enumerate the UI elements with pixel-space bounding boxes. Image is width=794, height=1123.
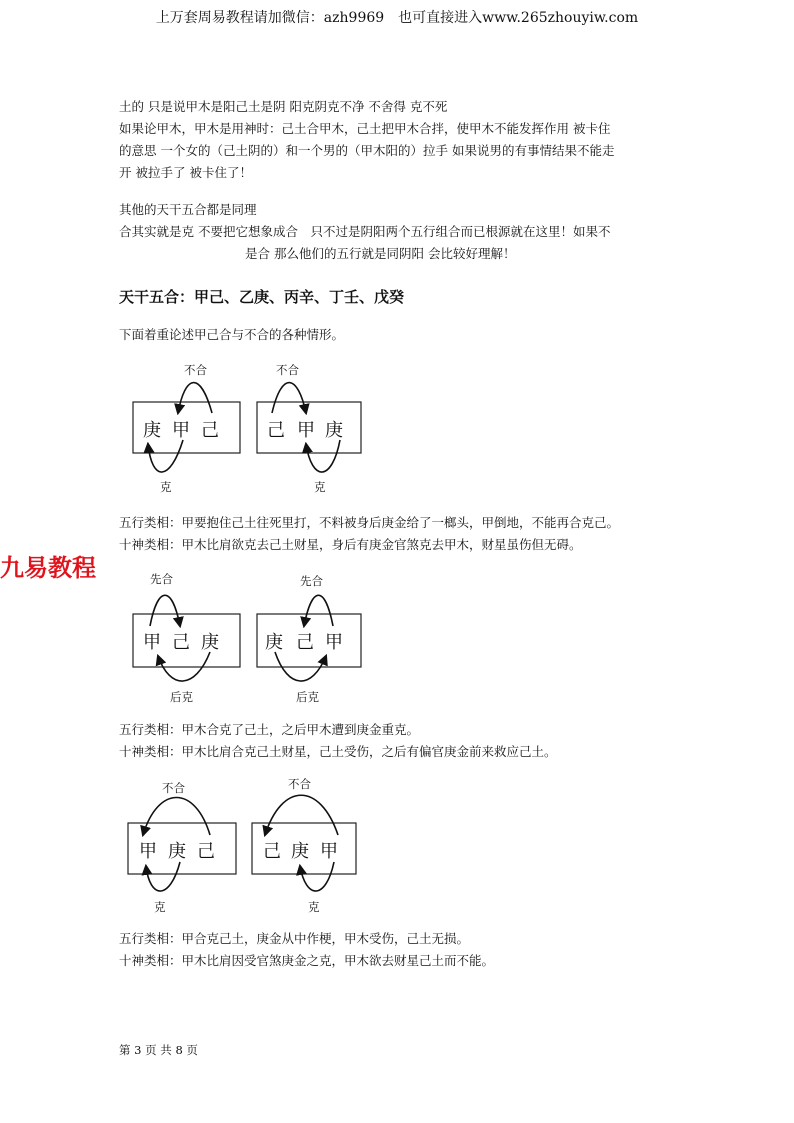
bottom-arc xyxy=(148,440,183,472)
arc-label-bottom: 克 xyxy=(314,480,326,494)
bottom-arc xyxy=(306,440,340,472)
diagram-2-left xyxy=(133,572,240,704)
stem-1: 己 xyxy=(267,420,285,441)
stem-1: 甲 xyxy=(143,632,161,653)
page-header: 上万套周易教程请加微信：azh9969 也可直接进入www.265zhouyiw.com xyxy=(155,10,639,26)
para2-line-1: 其他的天干五合都是同理 xyxy=(119,202,257,217)
arc-label-top: 先合 xyxy=(300,574,323,588)
text1-line-1: 五行类相：甲要抱住己土往死里打，不料被身后庚金给了一榔头，甲倒地，不能再合克己。 xyxy=(119,515,620,530)
intro-line-3: 的意思 一个女的（己土阴的）和一个男的（甲木阳的）拉手 如果说男的有事情结果不能走 xyxy=(119,143,615,158)
stem-3: 己 xyxy=(201,420,219,441)
stem-1: 己 xyxy=(263,841,281,862)
top-arc xyxy=(143,798,210,836)
diagram-3-left xyxy=(128,781,236,914)
stem-3: 甲 xyxy=(325,632,343,653)
stem-2: 甲 xyxy=(172,420,190,441)
stem-1: 庚 xyxy=(265,632,283,653)
lead-text: 下面着重论述甲己合与不合的各种情形。 xyxy=(119,327,345,342)
intro-line-2: 如果论甲木，甲木是用神时：己土合甲木，己土把甲木合拌，使甲木不能发挥作用 被卡住 xyxy=(119,121,611,136)
arc-label-bottom: 克 xyxy=(154,900,166,914)
arc-label-top: 不合 xyxy=(276,363,299,377)
section-title: 天干五合：甲己、乙庚、丙辛、丁壬、戊癸 xyxy=(119,288,405,306)
diagram-2-right xyxy=(257,574,361,704)
arc-label-top: 不合 xyxy=(162,781,185,795)
stem-1: 甲 xyxy=(139,841,157,862)
diagram-1-left xyxy=(133,363,240,494)
watermark-logo: 九易教程 xyxy=(0,554,96,582)
bottom-arc xyxy=(146,862,180,891)
arc-label-top: 不合 xyxy=(288,777,311,791)
stem-2: 己 xyxy=(172,632,190,653)
arc-label-top: 先合 xyxy=(150,572,173,586)
arc-label-bottom: 后克 xyxy=(296,690,319,704)
arc-label-bottom: 克 xyxy=(308,900,320,914)
intro-line-4: 开 被拉手了 被卡住了！ xyxy=(119,165,252,180)
stem-3: 己 xyxy=(197,841,215,862)
bottom-arc xyxy=(300,862,334,891)
text1-line-2: 十神类相：甲木比肩欲克去己土财星，身后有庚金官煞克去甲木，财星虽伤但无碍。 xyxy=(119,537,582,552)
arc-label-bottom: 克 xyxy=(160,480,172,494)
diagram-3-right xyxy=(252,777,356,914)
top-arc xyxy=(178,383,212,413)
arc-label-top: 不合 xyxy=(184,363,207,377)
stem-3: 庚 xyxy=(325,420,343,441)
intro-line-1: 土的 只是说甲木是阳己土是阴 阳克阴克不净 不舍得 克不死 xyxy=(119,99,448,114)
text3-line-2: 十神类相：甲木比肩因受官煞庚金之克，甲木欲去财星己土而不能。 xyxy=(119,953,495,968)
stem-2: 庚 xyxy=(168,841,186,862)
top-arc xyxy=(272,383,306,413)
stem-2: 庚 xyxy=(291,841,309,862)
stem-3: 甲 xyxy=(320,841,338,862)
text2-line-2: 十神类相：甲木比肩合克己土财星，己土受伤，之后有偏官庚金前来救应己土。 xyxy=(119,744,557,759)
stem-3: 庚 xyxy=(201,632,219,653)
text3-line-1: 五行类相：甲合克己土，庚金从中作梗，甲木受伤，己土无损。 xyxy=(119,931,470,946)
top-arc xyxy=(150,595,180,626)
page-footer: 第 3 页 共 8 页 xyxy=(119,1043,198,1057)
arc-label-bottom: 后克 xyxy=(170,690,193,704)
stem-2: 己 xyxy=(296,632,314,653)
top-arc xyxy=(304,595,333,626)
para2-line-3: 是合 那么他们的五行就是同阴阳 会比较好理解！ xyxy=(245,246,516,261)
top-arc xyxy=(265,795,338,835)
stem-2: 甲 xyxy=(297,420,315,441)
text2-line-1: 五行类相：甲木合克了己土，之后甲木遭到庚金重克。 xyxy=(119,722,420,737)
diagram-1-right xyxy=(257,363,361,494)
para2-line-2: 合其实就是克 不要把它想象成合 只不过是阴阳两个五行组合而已根源就在这里！如果不 xyxy=(119,224,611,239)
stem-1: 庚 xyxy=(143,420,161,441)
